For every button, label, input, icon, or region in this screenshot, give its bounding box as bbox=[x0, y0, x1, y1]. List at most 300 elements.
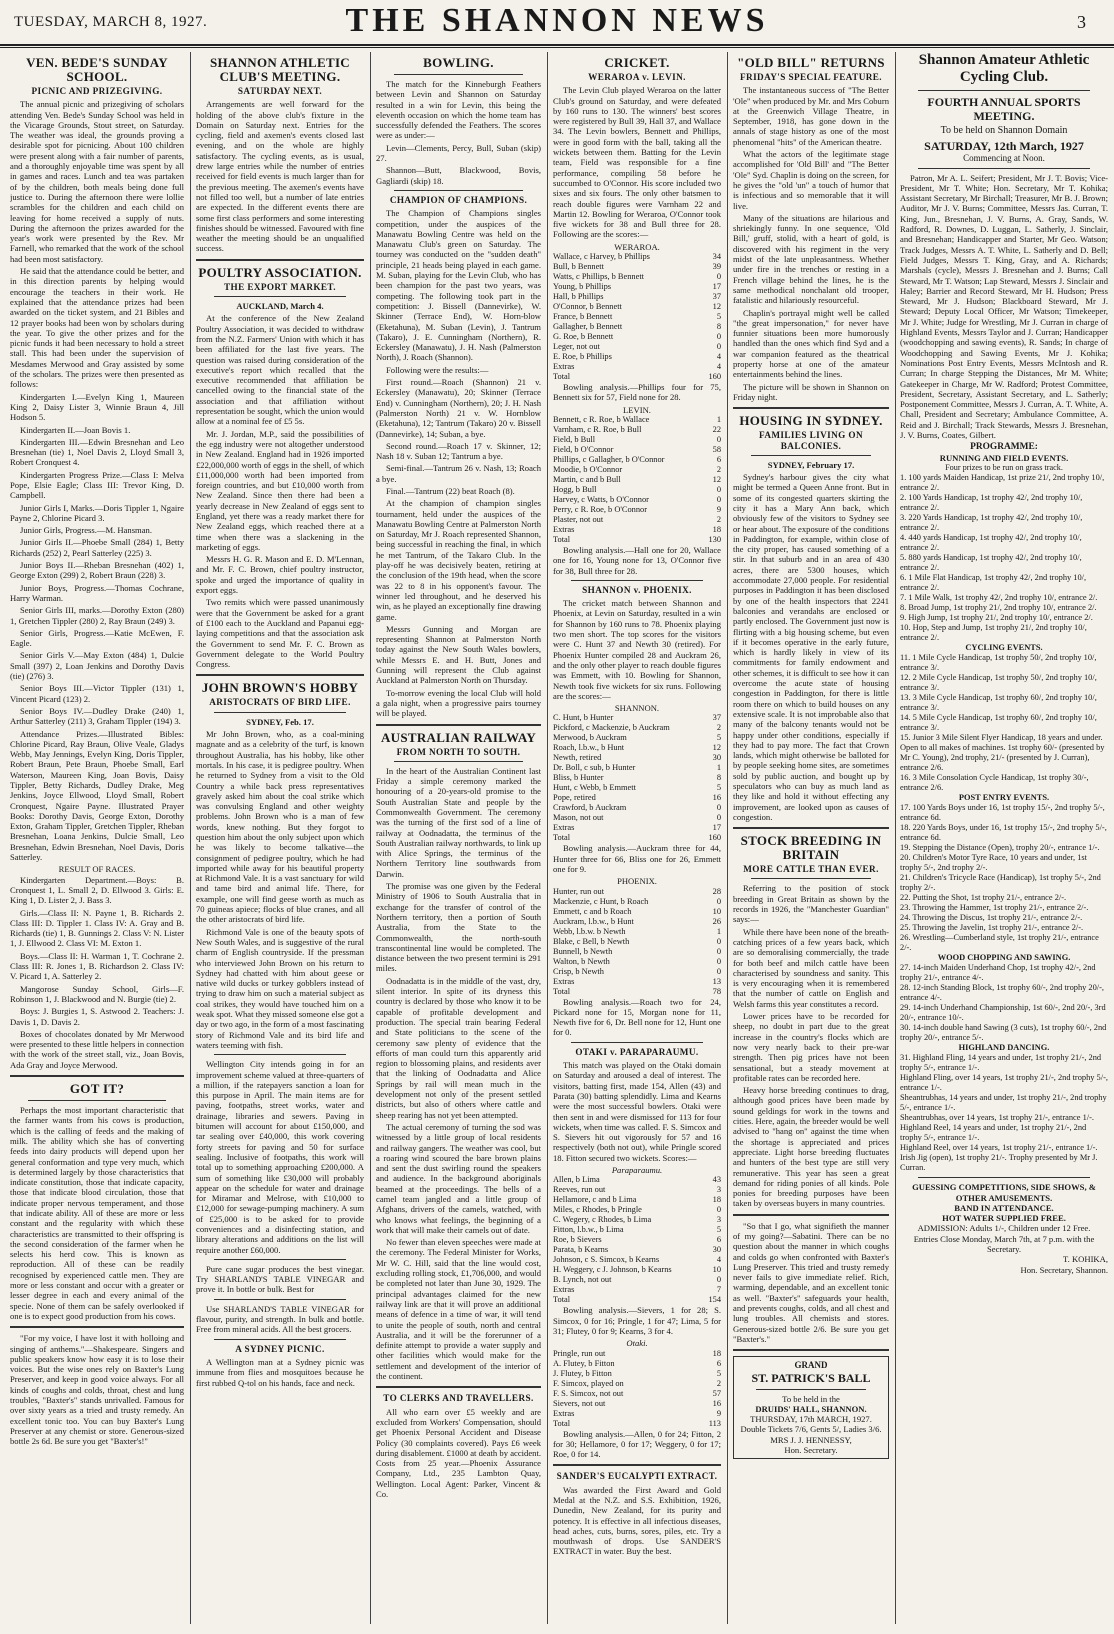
batsman-name: Mason, not out bbox=[553, 813, 604, 823]
article-headline: "OLD BILL" RETURNS bbox=[737, 55, 885, 70]
article-headline: AUSTRALIAN RAILWAY bbox=[380, 729, 537, 745]
divider bbox=[376, 724, 541, 726]
article-paragraph: Sydney's harbour gives the city what might be termed a Queen Anne front. But in some of its congested quarters skirting the city it has a Mary Ann back, which obviously few of the visitors to Sydney see or hear about. The exposure of the conditions in Paddington, for example, within close of the city proper, has caused something of a stir. In that suburb and in an area of 430 acres, there are 5300 houses, which accommodate 27,000 people. For residential purposes in Paddington it has been disclosed by one of the health inspectors that 2241 balconies and verandahs are enclosed or partly enclosed. The Government just now is flirting with a big housing scheme, but even if it becomes operative in the early future, which is hardly likely in view of its commitments for family endowment and other schemes, it is difficult to see how it can overcome the acute state of housing congestion in Paddington, for there is little room there on which to build houses on any extensive scale. It is not improbable also that many of the balcony tenants would not be happy under other conditions, especially if they had to pay more. The fact that Crown lands, which might otherwise be balloted for by people seeking home sites, are sometimes sold by public auction, and bought up by speculators who can buy as much land as they like and hold it without effecting any improvement, are looked upon as causes of congestion. bbox=[733, 472, 889, 822]
runs-scored: 57 bbox=[712, 1388, 721, 1398]
ad-date: SATURDAY, 12th March, 1927 bbox=[924, 139, 1084, 154]
article-headline: POULTRY ASSOCIATION. bbox=[198, 264, 362, 280]
batsman-name: Wallace, c Harvey, b Phillips bbox=[553, 252, 650, 262]
divider bbox=[10, 1075, 184, 1077]
article-paragraph: Semi-final.—Tantrum 26 v. Nash, 13; Roach a bye. bbox=[376, 463, 541, 484]
batsman-name: Phillips, c Gallagher, b O'Connor bbox=[553, 454, 665, 464]
article-paragraph: The promise was one given by the Federal Ministry of 1906 to South Australia that in exchange for the transfer of control of the Northern territory, then a portion of South Australia, from the State to the Commonwealth, the north-south transcontinental line would be completed. The distance between the two present termini is 291 miles. bbox=[376, 881, 541, 974]
column-rule bbox=[190, 52, 191, 1624]
runs-scored: 0 bbox=[716, 803, 721, 813]
score-row bbox=[553, 262, 721, 272]
batsman-name: Bunnell, b Newth bbox=[553, 946, 613, 956]
score-row bbox=[553, 957, 721, 967]
programme-event: 4. 440 yards Handicap, 1st trophy 42/, 2nd trophy 10/, entrance 2/. bbox=[900, 533, 1082, 553]
score-row bbox=[553, 342, 721, 352]
score-row bbox=[553, 833, 721, 843]
divider bbox=[751, 878, 871, 879]
score-row bbox=[553, 1265, 721, 1275]
divider bbox=[553, 1464, 721, 1466]
runs-scored: 0 bbox=[716, 434, 721, 444]
column-2 bbox=[196, 52, 364, 1624]
score-row bbox=[553, 823, 721, 833]
article-paragraph: To-morrow evening the local Club will hold a gala night, when a progressive pairs tourney will be played. bbox=[376, 687, 541, 719]
score-row bbox=[553, 475, 721, 485]
bowling-analysis: Bowling analysis.—Roach two for 24, Pickard none for 15, Morgan none for 11, Newth five for 6, Dr. Bell none for 12, Hunt one for 0. bbox=[553, 996, 721, 1038]
divider bbox=[733, 1349, 889, 1351]
article-subhead: ARISTOCRATS OF BIRD LIFE. bbox=[209, 697, 351, 708]
batsman-name: Moodie, b O'Connor bbox=[553, 464, 623, 474]
prize-list: Senior Boys IV.—Dudley Drake (240) 1, Arthur Satterley (211) 3, Graham Tippler (194) 3. bbox=[10, 705, 184, 727]
programme-event: 2. 100 Yards Handicap, 1st trophy 42/, 2nd trophy 10/, entrance 2/. bbox=[900, 493, 1083, 513]
prize-list: Junior Girls II.—Phoebe Small (284) 1, Betty Richards (252) 2, Pearl Satterley (225) 3. bbox=[10, 537, 184, 558]
batsman-name: Varnham, c R. Roe, b Bull bbox=[553, 424, 642, 434]
score-row bbox=[553, 415, 721, 425]
article-paragraph: Second round.—Roach 17 v. Skinner, 12; Nash 18 v. Suban 12; Tantrum a bye. bbox=[376, 440, 541, 462]
ad-line: BAND IN ATTENDANCE. bbox=[954, 1202, 1054, 1213]
race-result: Boys.—Class II: H. Warman 1, T. Cochrane 2. Class III: R. Jones 1, B. Richardson 2. Class IV: V. Picard 1, A. Satterley 2. bbox=[10, 950, 184, 982]
article-paragraph: The match for the Kinneburgh Feathers between Levin and Shannon on Saturday resulted in a win for Levin, this being the eleventh occasion on which the home team has successfully defended the Feathers. The scores were as under:— bbox=[376, 79, 541, 141]
column-3 bbox=[376, 52, 541, 1624]
score-row bbox=[553, 515, 721, 525]
article-subhead: A SYDNEY PICNIC. bbox=[235, 1343, 325, 1354]
scorecard-paraparaumu bbox=[553, 1175, 721, 1305]
batsman-name: Total bbox=[553, 534, 571, 544]
score-row bbox=[553, 1195, 721, 1205]
score-row bbox=[553, 1285, 721, 1295]
race-result: Boys: J. Burgies 1, S. Astwood 2. Teachers: J. Davis 1, D. Davis 2. bbox=[10, 1006, 184, 1027]
runs-scored: 5 bbox=[716, 1368, 721, 1378]
score-row bbox=[553, 887, 721, 897]
team-heading: LEVIN. bbox=[623, 404, 651, 415]
divider bbox=[571, 580, 703, 581]
programme-event: 26. Wrestling—Cumberland style, 1st trophy 21/-, entrance 2/-. bbox=[900, 933, 1099, 953]
batsman-name: E. Roe, b Phillips bbox=[553, 352, 612, 362]
ad-line: Entries Close Monday, March 7th, at 7 p.m. with the Secretary. bbox=[913, 1233, 1095, 1254]
article-paragraph: This match was played on the Otaki domain on Saturday and aroused a deal of interest. The visitors, batting first, made 154, Allen (43) and Parata (30) batting splendidly. Lima and Kearns were the most successful bowlers. Otaki were then sent in and were dismissed for 113 for four wickets, when time was called. F. S. Simcox and S. Sievers hit out vigorously for 57 and 16 respectively (both not out), while Pringle scored 18. Fitton secured two wickets. Scores:— bbox=[553, 1060, 721, 1163]
divider bbox=[918, 1177, 1090, 1178]
runs-scored: 2 bbox=[716, 514, 721, 524]
runs-scored: 0 bbox=[716, 342, 721, 352]
score-row bbox=[553, 1379, 721, 1389]
prize-list: Senior Girls III, marks.—Dorothy Exton (280) 1, Gretchen Tippler (280) 2, Ray Braun (249) 3. bbox=[10, 605, 184, 626]
programme-event: 18. 220 Yards Boys, under 16, 1st trophy 15/-, 2nd trophy 5/-, entrance 6d. bbox=[900, 823, 1107, 843]
programme-event: WOOD CHOPPING AND SAWING. bbox=[937, 953, 1071, 963]
ad-headline: Cycling Club. bbox=[959, 69, 1049, 85]
article-headline: CRICKET. bbox=[604, 55, 670, 70]
programme-event: Highland Reel, over 14 years, 1st trophy 21/-, entrance 1/-. bbox=[900, 1143, 1098, 1153]
programme-section: RUNNING AND FIELD EVENTS. bbox=[939, 452, 1069, 463]
programme-event: 14. 5 Mile Cycle Handicap, 1st trophy 60/, 2nd trophy 10/, entrance 3/. bbox=[900, 713, 1097, 733]
programme-event: 12. 2 Mile Cycle Handicap, 1st trophy 50/, 2nd trophy 10/, entrance 3/. bbox=[900, 673, 1097, 693]
score-row bbox=[553, 907, 721, 917]
programme-event: 23. Throwing the Hammer, 1st trophy 21/-, entrance 2/-. bbox=[900, 903, 1089, 913]
programme-event: 9. High Jump, 1st trophy 21/, 2nd trophy 10/, entrance 2/. bbox=[900, 613, 1093, 623]
score-row bbox=[553, 362, 721, 372]
article-paragraph: Final.—Tantrum (22) beat Roach (8). bbox=[386, 485, 515, 496]
article-paragraph: Two remits which were passed unanimously were that the Government be asked for a grant of £100 each to the Auckland and Papanui egg-laying competitions and that the association ask the Government to send Mr. F. C. Brown as Government delegate to the World Poultry Congress. bbox=[196, 597, 364, 670]
score-row bbox=[553, 1349, 721, 1359]
score-row bbox=[553, 783, 721, 793]
scorecard-phoenix bbox=[553, 887, 721, 997]
batsman-name: Hunter, run out bbox=[553, 886, 605, 896]
divider bbox=[394, 190, 523, 191]
divider bbox=[733, 827, 889, 829]
programme-event: 24. Throwing the Discus, 1st trophy 21/-, entrance 2/-. bbox=[900, 913, 1083, 923]
team-heading: Paraparaumu. bbox=[611, 1165, 663, 1176]
score-row bbox=[553, 753, 721, 763]
bowling-analysis: Bowling analysis.—Auckram three for 44, Hunter three for 66, Bliss one for 26, Emmett one for 9. bbox=[553, 843, 721, 874]
programme-event: HIGHLAND DANCING. bbox=[958, 1043, 1050, 1053]
article-paragraph: Perhaps the most important characteristic that the farmer wants from his cows is production, which is the calling of feeds and the making of milk. The ability which she has of converting feeds into dairy products will depend upon her general conformation and type very much, which is determined largely by those characteristics that indicate constitution, those that indicate capacity, those that indicate blood circulation, those that indicate proper nervous temperament, and those that indicate ability. All of these are more or less constant and the regularity with which these characteristics are transmitted to their offspring is the second consideration of the farmer when he selects his herd cow. This is known as reproduction. All of these can be readily recognised by experienced cattle men. They are more or less constant and occur with a greater or lesser degree in each and every animal of the specie. None of them can be safely overlooked if one is to expect good production from his cows. bbox=[10, 1105, 184, 1321]
ad-line: MRS J. J. HENNESSY, bbox=[770, 1434, 852, 1445]
batsman-name: Total bbox=[553, 1418, 571, 1428]
ad-line: DRUIDS' HALL, SHANNON. bbox=[755, 1403, 867, 1414]
programme-event: 7. 1 Mile Walk, 1st trophy 42/, 2nd trophy 10/, entrance 2/. bbox=[900, 593, 1098, 603]
runs-scored: 113 bbox=[708, 1418, 721, 1428]
article-paragraph: No fewer than eleven speeches were made at the ceremony. The Federal Minister for Works, Mr W. C. Hill, said that the line would cost, excluding rolling stock, £1,706,000, and would be completed not later than June 30, 1929. The principal advantages claimed for the new railway link are that it will prove an additional means of defence in a time of war, it will tend to unite the people of south, north and central Australia, and it will be the forerunner of a definite attempt to provide a water supply and other facilities which would make for the settlement and development of the interior of the continent. bbox=[376, 1237, 541, 1382]
batsman-name: Martin, c and b Bull bbox=[553, 474, 621, 484]
batsman-name: A. Flutey, b Fitton bbox=[553, 1358, 615, 1368]
programme-event: Highland Reel, 14 years and under, 1st trophy 21/-, 2nd trophy 5/-, entrance 1/-. bbox=[900, 1123, 1087, 1143]
section-subhead: RESULT OF RACES. bbox=[58, 864, 136, 875]
programme-event: 21. Children's Tricycle Race (Handicap), 1st trophy 5/-, 2nd trophy 2/-. bbox=[900, 873, 1101, 893]
batsman-name: Extras bbox=[553, 362, 575, 372]
runs-scored: 160 bbox=[708, 372, 721, 382]
programme-events bbox=[900, 473, 1108, 1173]
advertisement-text: All who earn over £5 weekly and are excluded from Workers' Compensation, should get Phoenix Personal Accident and Disease Policy (30 complaints covered). Pays £6 week during disablement. £1000 at death by accident. Costs from 25 year.—Phoenix Assurance Company, Ltd., 235 Lambton Quay, Wellington. Local Agent: Parker, Vincent & Co. bbox=[376, 1406, 541, 1499]
batsman-name: Johnson, c S. Simcox, b Kearns bbox=[553, 1255, 660, 1265]
article-paragraph: The actual ceremony of turning the sod was witnessed by a little group of local residents and railway gangers. The weather was cool, but a roaring wind scoured the bare brown plains and sent the dust swirling round the speakers and audience. In the background aboriginals beamed at the proceedings. The bells of a camel team jangled and a little group of Afghans, drivers of the camels, watched, with who knows what feelings, the beginning of a work that will make their camels out of date. bbox=[376, 1121, 541, 1235]
runs-scored: 0 bbox=[716, 813, 721, 823]
batsman-name: O'Connor, b Bennett bbox=[553, 302, 622, 312]
score-row bbox=[553, 733, 721, 743]
race-result: Girls.—Class II: N. Payne 1, B. Richards 2. Class III: D. Tippler 1. Class IV: A. Gray and B. Richards (tie) 1, B. Gunnings 2. Class V: N. Lister 1, J. Ellwood 2. Class VI: M. Exton 1. bbox=[10, 907, 184, 949]
batsman-name: Extras bbox=[553, 976, 575, 986]
ball-advertisement bbox=[733, 1356, 889, 1459]
batsman-name: Mackenzie, c Hunt, b Roach bbox=[553, 896, 649, 906]
team-heading: SHANNON. bbox=[614, 703, 660, 714]
score-row bbox=[553, 455, 721, 465]
scorecard-levin bbox=[553, 415, 721, 545]
article-paragraph: Shannon—Butt, Blackwood, Bovis, Gagliardi (skip) 18. bbox=[376, 165, 541, 186]
programme-event: 19. Stepping the Distance (Open), trophy 20/-, entrance 1/-. bbox=[900, 843, 1100, 853]
score-row bbox=[553, 773, 721, 783]
article-paragraph: At the champion of champion singles tournament, held under the auspices of the Manawatu Bowling Centre at Palmerston North on Saturday, Mr J. Roach represented Shannon, being successful in reaching the final, in which he met Tantrum, of the Takaro Club. In the play-off he was decisively beaten, retiring at the conclusion of the 19th head, when the score was 22 to 8 in his opponent's favour. The winner led throughout, and he deserved his win, as he played an exceptionally fine drawing game. bbox=[376, 498, 541, 622]
batsman-name: Bliss, b Hunter bbox=[553, 773, 604, 783]
score-row bbox=[553, 897, 721, 907]
prize-list: Senior Boys III.—Victor Tippler (131) 1, Vincent Picard (123) 2. bbox=[10, 683, 184, 704]
score-row bbox=[553, 713, 721, 723]
dateline: AUCKLAND, March 4. bbox=[236, 301, 324, 312]
article-paragraph: At the conference of the New Zealand Poultry Association, it was decided to withdraw from the N.Z. Farmers' Union with which it has been affiliated for the last five years. The question was raised during consideration of the executive's report which recalled that the executive recommended that affiliation be cancelled owing to the financial state of the association and that affiliation without representation be sought, which the union would allow at a nominal fee of £5 5s. bbox=[196, 313, 364, 427]
score-row bbox=[553, 505, 721, 515]
article-subhead: OTAKI v. PARAPARAUMU. bbox=[575, 1046, 699, 1057]
article-subhead: MORE CATTLE THAN EVER. bbox=[743, 864, 879, 875]
ad-line: Hon. Secretary. bbox=[784, 1445, 838, 1456]
batsman-name: Pope, retired bbox=[553, 793, 596, 803]
batsman-name: Hellamore, c and b Lima bbox=[553, 1195, 637, 1205]
runs-scored: 3 bbox=[716, 1185, 721, 1195]
runs-scored: 30 bbox=[712, 753, 721, 763]
runs-scored: 8 bbox=[716, 773, 721, 783]
divider bbox=[918, 168, 1090, 169]
article-subhead: FRIDAY'S SPECIAL FEATURE. bbox=[740, 72, 882, 82]
ad-signature: T. KOHIKA, bbox=[1063, 1254, 1108, 1265]
article-paragraph: The annual picnic and prizegiving of scholars attending Ven. Bede's Sunday School was held in the Vicarage Grounds, Stout street, on Saturday. The weather was ideal, the grounds proving a desirable spot for picnicing. About 100 children were present along with a fair number of parents, and a thoroughly enjoyable time was spent by all in games and races. Lunch and tea was partaken of by the children, both meals being done full justice to. During the afternoon there were lollie scrambles for the children and each child on leaving for home received a supply of nuts. During the afternoon the prizes awarded for the year's work were presented by the Rev. Mr Farnell, who remarked that the work of the school had been most satisfactory. bbox=[10, 99, 184, 264]
advertisement-text: A Wellington man at a Sydney picnic was immune from flies and mosquitoes because he first rubbed Q-tol on his hands, face and neck. bbox=[196, 1356, 364, 1388]
runs-scored: 130 bbox=[708, 534, 721, 544]
batsman-name: Leger, not out bbox=[553, 342, 600, 352]
team-heading: WERAROA. bbox=[614, 241, 660, 252]
runs-scored: 0 bbox=[716, 896, 721, 906]
batsman-name: Roe, b Sievers bbox=[553, 1235, 602, 1245]
divider bbox=[756, 1389, 866, 1390]
runs-scored: 10 bbox=[712, 906, 721, 916]
runs-scored: 0 bbox=[716, 1275, 721, 1285]
column-rule bbox=[895, 52, 896, 1624]
runs-scored: 0 bbox=[716, 1205, 721, 1215]
score-row bbox=[553, 302, 721, 312]
score-row bbox=[553, 1215, 721, 1225]
runs-scored: 16 bbox=[712, 1398, 721, 1408]
programme-note: Four prizes to be run on grass track. bbox=[945, 462, 1063, 472]
article-paragraph: Following were the results:— bbox=[386, 364, 489, 375]
score-row bbox=[553, 927, 721, 937]
score-row bbox=[553, 332, 721, 342]
article-paragraph: First round.—Roach (Shannon) 21 v. Eckersley (Manawatu), 20; Skinner (Terrace End) v. Cunningham (Northern), 20; J. H. Nash (Palmerston North) 21 v. W. Hornblow (Eketahuna), 12; Tantrum (Takaro) 20 v. Bissell (Dannevirke), 14; Suban, a bye. bbox=[376, 377, 541, 439]
runs-scored: 6 bbox=[716, 454, 721, 464]
prize-list: Junior Boys, Progress.—Thomas Cochrane, Harry Warman. bbox=[10, 582, 184, 603]
runs-scored: 8 bbox=[716, 322, 721, 332]
runs-scored: 17 bbox=[712, 282, 721, 292]
score-row bbox=[553, 793, 721, 803]
score-row bbox=[553, 1185, 721, 1195]
article-subhead: SATURDAY NEXT. bbox=[237, 86, 323, 96]
runs-scored: 0 bbox=[716, 332, 721, 342]
ad-line: HOT WATER SUPPLIED FREE. bbox=[942, 1213, 1066, 1224]
dateline: SYDNEY, Feb. 17. bbox=[246, 716, 314, 727]
runs-scored: 0 bbox=[716, 966, 721, 976]
article-headline: SHANNON ATHLETIC CLUB'S MEETING. bbox=[209, 55, 350, 84]
score-row bbox=[553, 1275, 721, 1285]
score-row bbox=[553, 1369, 721, 1379]
score-row bbox=[553, 743, 721, 753]
masthead-rule bbox=[0, 47, 1114, 48]
article-paragraph: The picture will be shown in Shannon on Friday night. bbox=[733, 381, 889, 402]
score-row bbox=[553, 917, 721, 927]
article-subhead: PICNIC AND PRIZEGIVING. bbox=[31, 86, 163, 96]
batsman-name: Extras bbox=[553, 524, 575, 534]
score-row bbox=[553, 977, 721, 987]
batsman-name: Newth, retired bbox=[553, 753, 602, 763]
article-paragraph: While there have been none of the breath-catching prices of a few years back, which are so demoralising commercially, the trade for both beef and milch cattle have been characterised by soundness and sanity. This is very encouraging when it is remembered that the number of cattle on English and Welsh farms this year constitutes a record. bbox=[733, 926, 889, 1009]
runs-scored: 39 bbox=[712, 262, 721, 272]
programme-event: 29. 14-inch Underhand Championship, 1st 60/-, 2nd 20/-, 3rd 20/-, entrance 10/-. bbox=[900, 1003, 1106, 1023]
batsman-name: Field, b Bull bbox=[553, 434, 596, 444]
programme-event: 28. 12-inch Standing Block, 1st trophy 60/-, 2nd trophy 20/-, entrance 4/-. bbox=[900, 983, 1105, 1003]
runs-scored: 30 bbox=[712, 1245, 721, 1255]
article-paragraph: What the actors of the legitimate stage accomplished for 'Old Bill' and "The Better 'Ole" Syd. Chaplin is doing on the screen, for he gives the "old 'un" a touch of humor that is infectious and so memorable that it will live. bbox=[733, 149, 889, 211]
article-paragraph: Heavy horse breeding continues to drag, although good prices have been made by sound geldings for work in the towns and cities. Here, again, the breeder would be well advised to "hang on" against the time when the shortage is appreciated and prices appreciate. Light horse breeding fluctuates and hunters of the best type are still very remunerative. This year has seen a great demand for riding ponies of all kinds. Pole ponies for breeding purposes have been taken by overseas buyers in many countries. bbox=[733, 1085, 889, 1209]
divider bbox=[214, 1299, 346, 1300]
divider bbox=[196, 674, 364, 676]
batsman-name: Crawford, b Auckram bbox=[553, 803, 627, 813]
article-paragraph: Mr John Brown, who, as a coal-mining magnate and as a celebrity of the turf, is known throughout Australia, has his hobby, like other mortals. In his case, it is pedigree poultry. When he returned to Sydney from a visit to the Old Country a while back press representatives gravely asked him about the coal strike which was convulsing England and other weighty problems. John Brown who is a man of few words, knew nothing. But they forgot to question him about the only subject upon which he was likely to become talkative—the consignment of pedigree poultry, which he had imported while away for his beautiful property at Richmond Vale. It is a vast sanctuary for wild and tame bird and animal life. There, for example, one will find geese worth as much as 70 guineas apiece; flocks of blue cranes, and all the other aristocrats of bird life. bbox=[196, 729, 364, 925]
scorecard-shannon bbox=[553, 713, 721, 843]
article-headline: JOHN BROWN'S HOBBY bbox=[201, 680, 359, 696]
score-row bbox=[553, 465, 721, 475]
score-row bbox=[553, 252, 721, 262]
batsman-name: Field, b O'Connor bbox=[553, 444, 614, 454]
score-row bbox=[553, 803, 721, 813]
runs-scored: 22 bbox=[712, 424, 721, 434]
prize-list: Kindergarten II.—Joan Bovis 1. bbox=[20, 424, 131, 435]
runs-scored: 5 bbox=[716, 1225, 721, 1235]
advertisement-text: Pure cane sugar produces the best vinegar. Try SHARLAND'S TABLE VINEGAR and prove it. In bottle or bulk. Best for bbox=[196, 1263, 364, 1295]
programme-event: Sheantrubhas, 14 years and under, 1st trophy 21/-, 2nd trophy 5/-, entrance 1/-. bbox=[900, 1093, 1107, 1113]
programme-event: Irish Jig (open), 1st trophy 21/-. Trophy presented by Mr J. Curran. bbox=[900, 1153, 1098, 1173]
programme-event: CYCLING EVENTS. bbox=[965, 643, 1043, 653]
programme-event: Sheantrubhas, over 14 years, 1st trophy 21/-, entrance 1/-. bbox=[900, 1113, 1094, 1123]
runs-scored: 12 bbox=[712, 302, 721, 312]
batsman-name: C. Wegery, c Rhodes, b Lima bbox=[553, 1215, 652, 1225]
runs-scored: 16 bbox=[712, 793, 721, 803]
article-subhead: TO CLERKS AND TRAVELLERS. bbox=[383, 1393, 534, 1404]
runs-scored: 0 bbox=[716, 272, 721, 282]
score-row bbox=[553, 1205, 721, 1215]
runs-scored: 4 bbox=[716, 352, 721, 362]
batsman-name: Hogg, b Bull bbox=[553, 484, 597, 494]
score-row bbox=[553, 1235, 721, 1245]
article-paragraph: Chaplin's portrayal might well be called "the great impersonation," for never have funnier situations been more humorously handled than the ones which find Syd and a war companion featured as the theatrical property horse at one of the amateur entertainments behind the lines. bbox=[733, 307, 889, 380]
score-row bbox=[553, 813, 721, 823]
prize-list: Junior Girls I, Marks.—Doris Tippler 1, Ngaire Payne 2, Chlorine Picard 3. bbox=[10, 502, 184, 523]
newspaper-title: THE SHANNON NEWS bbox=[345, 2, 769, 39]
score-row bbox=[553, 723, 721, 733]
batsman-name: B. Lynch, not out bbox=[553, 1275, 612, 1285]
prize-list: Kindergarten III.—Edwin Bresnehan and Leo Bresnehan (tie) 1, Noel Davis 2, Lloyd Small 3, Robert Cronquest 4. bbox=[10, 436, 184, 468]
score-row bbox=[553, 495, 721, 505]
score-row bbox=[553, 987, 721, 997]
score-row bbox=[553, 967, 721, 977]
runs-scored: 12 bbox=[712, 474, 721, 484]
batsman-name: Roach, l.b.w., b Hunt bbox=[553, 743, 625, 753]
programme-event: 5. 880 yards Handicap, 1st trophy 42/, 2nd trophy 10/, entrance 2/. bbox=[900, 553, 1082, 573]
article-paragraph: Messrs H. G. R. Mason and E. D. M'Lennan, and Mr. F. C. Brown, chief poultry instructor, spoke and urged the importance of quality in export eggs. bbox=[196, 554, 364, 596]
article-paragraph: The Champion of Champions singles competition, under the auspices of the Manawatu Bowling Centre was held on the Manawatu Club's green on Saturday. The tourney was conducted on the "sudden death" principle, 21 heads being played in each game. M. Suban, playing for the Levin Club, who has been champion for the past two years, was competing. The following took part in the competition: J. Bissell (Dannevirke), W. Skinner (Terrace End), W. Horn-blow (Eketahuna), M. Suban (Levin), J. Tantrum (Takaro), J. E. Cunningham (Northern), R. Eckersley (Manawatu), J. H. Nash (Palmerston North), J. Roach (Shannon). bbox=[376, 208, 541, 363]
article-paragraph: The Levin Club played Weraroa on the latter Club's ground on Saturday, and were defeated by 160 runs to 130. The winners' best scores were registered by Bull 39, Hall 37, and Wallace 34. The Levin bowlers, Bennett and Phillips, were in good form with the ball, taking all the wickets between them. Batting for the Levin team, Field was responsible for a fine performance, compiling 58 before he succumbed to O'Connor. His score included two sixes and six fours. The only other batsmen to reach double figures were Varnham 22 and Martin 12. Bowling for Weraroa, O'Connor took five wickets for 38 and Bull three for 28. Following are the scores:— bbox=[553, 85, 721, 240]
score-row bbox=[553, 1255, 721, 1265]
runs-scored: 6 bbox=[716, 1358, 721, 1368]
batsman-name: Merwood, b Auckram bbox=[553, 733, 627, 743]
bowling-analysis: Bowling analysis.—Phillips four for 75, Bennett six for 57, Field none for 28. bbox=[553, 382, 721, 403]
score-row bbox=[553, 1225, 721, 1235]
ad-line: THURSDAY, 17th MARCH, 1927. bbox=[750, 1414, 872, 1425]
article-headline: STOCK BREEDING IN BRITAIN bbox=[740, 833, 882, 863]
programme-event: 11. 1 Mile Cycle Handicap, 1st trophy 50/, 2nd trophy 10/, entrance 3/. bbox=[900, 653, 1097, 673]
bowling-analysis: Bowling analysis.—Hall one for 20, Wallace one for 16, Young none for 13, O'Connor five for 38, Bull three for 28. bbox=[553, 544, 721, 576]
article-paragraph: Arrangements are well forward for the holding of the above club's fixture in the Domain on Saturday next. Entries for the cycling, field and axemen's events closed last evening, and on the whole are highly satisfactory. The cycling events, as is usual, drew large entries while the number of entries received for field events is much larger than for the previous meeting. The axemen's events have not filled too well, but a number of late entries are expected. In the different events there are some first class performers and some interesting finishes should be witnessed. Favoured with fine weather the meeting should be an unqualified success. bbox=[196, 99, 364, 254]
runs-scored: 5 bbox=[716, 783, 721, 793]
batsman-name: G. Roe, b Bennett bbox=[553, 332, 614, 342]
batsman-name: Blake, c Bell, b Newth bbox=[553, 936, 630, 946]
score-row bbox=[553, 937, 721, 947]
article-subhead: SHANNON v. PHOENIX. bbox=[582, 584, 692, 595]
batsman-name: F. S. Simcox, not out bbox=[553, 1388, 624, 1398]
article-headline: BOWLING. bbox=[423, 55, 494, 70]
runs-scored: 2 bbox=[716, 723, 721, 733]
score-row bbox=[553, 425, 721, 435]
runs-scored: 17 bbox=[712, 823, 721, 833]
ad-line: GUESSING COMPETITIONS, SIDE SHOWS, & OTHER AMUSEMENTS. bbox=[912, 1182, 1096, 1203]
score-row bbox=[553, 1295, 721, 1305]
article-subhead: FAMILIES LIVING ON BALCONIES. bbox=[758, 430, 864, 451]
programme-event: 13. 3 Mile Cycle Handicap, 1st trophy 60/, 2nd trophy 10/, entrance 3/. bbox=[900, 693, 1097, 713]
runs-scored: 5 bbox=[716, 312, 721, 322]
programme-event: 10. Hop, Step and Jump, 1st trophy 21/, 2nd trophy 10/, entrance 2/. bbox=[900, 623, 1087, 643]
score-row bbox=[553, 272, 721, 282]
runs-scored: 10 bbox=[712, 1265, 721, 1275]
programme-event: 15. Junior 3 Mile Silent Flyer Handicap, 18 years and under. Open to all makes of machines. 1st trophy 60/- (presented by Mr C. Young), 2nd trophy, 21/- (presented by J. Curran), entrance 2/6. bbox=[900, 733, 1105, 773]
runs-scored: 0 bbox=[716, 956, 721, 966]
article-paragraph: Boxes of chocolates donated by Mr Merwood were presented to these little helpers in connection with the work of the street stall, viz., Joan Bovis, Ada Gray and Joyce Merwood. bbox=[10, 1028, 184, 1070]
batsman-name: Gallagher, b Bennett bbox=[553, 322, 623, 332]
runs-scored: 154 bbox=[708, 1295, 721, 1305]
divider bbox=[733, 1214, 889, 1216]
column-rule bbox=[547, 52, 548, 1624]
batsman-name: Extras bbox=[553, 823, 575, 833]
score-row bbox=[553, 525, 721, 535]
batsman-name: Pickford, c Mackenzie, b Auckram bbox=[553, 723, 670, 733]
runs-scored: 43 bbox=[712, 1175, 721, 1185]
score-row bbox=[553, 1245, 721, 1255]
programme-event: 3. 220 Yards Handicap, 1st trophy 42/, 2nd trophy 10/, entrance 2/. bbox=[900, 513, 1083, 533]
team-heading: Otaki. bbox=[626, 1338, 648, 1349]
programme-event: 6. 1 Mile Flat Handicap, 1st trophy 42/, 2nd trophy 10/, entrance 2/. bbox=[900, 573, 1087, 593]
divider bbox=[394, 74, 523, 75]
score-row bbox=[553, 352, 721, 362]
divider bbox=[214, 1054, 346, 1055]
scorecard-weraroa bbox=[553, 252, 721, 382]
divider bbox=[10, 1326, 184, 1328]
batsman-name: Plaster, not out bbox=[553, 514, 604, 524]
batsman-name: Total bbox=[553, 1295, 571, 1305]
runs-scored: 0 bbox=[716, 936, 721, 946]
runs-scored: 0 bbox=[716, 494, 721, 504]
article-paragraph: The cricket match between Shannon and Phoenix, at Levin on Saturday, resulted in a win for Shannon by 160 runs to 78. Phoenix playing two men short. The top scores for the visitors were C. Hunt 37 and Newth 30 (retired). For Phoenix Hunter compiled 28 and Auckram 26, and the only other player to reach double figures was Emmett, with 10. Bowling for Shannon, Newth took five wickets for six runs. Following are the scores:— bbox=[553, 598, 721, 701]
batsman-name: Parata, b Kearns bbox=[553, 1245, 609, 1255]
advertisement-text: Was awarded the First Award and Gold Medal at the N.Z. and S.S. Exhibition, 1926, Dunedin, New Zealand, for its purity and potency. It is effective in all infectious diseases, head aches, cuts, burns, sores, piles, etc. Try a mouthwash of drops. Use SANDER'S EXTRACT in water. Buy the best. bbox=[553, 1484, 721, 1557]
officials-list: Patron, Mr A. L. Seifert; President, Mr J. T. Bovis; Vice-President, Mr T. White; Hon. Secretary, Mr T. Kohika; Assistant Secretary, Mr Birchall; Treasurer, Mr B. J. Brown; Auditor, Mr J. V. Burns; Committee, Messrs Jas. Curran, T. King, Jun., Bresnehan, J. V. Burns, A. Gray, Sands, W. Radford, R. Downes, D. Luggan, L. Satherly, J. Sinclair, and Bresnehan; Handicapper and Starter, Mr Geo. Watson; Track Judges, Messrs A. T. White, L. Satherly and D. Bell; Field Judges, Messrs T. King, Gray, and A. Richards; Marshals (cycle), Messrs J. Bresnehan and J. Burns; Call Steward, Mr T. Watson; Lap Steward, Messrs J. Sinclair and Haley; Barrier and Record Steward, Mr H. Hudson; Press Steward, Mr J. Hudson; Blackboard Steward, Mr J. Steward; Deputy Local Officer, Mr Watson; Timekeeper, Mr J. White; Judge for Wrestling, Mr J. Curran in charge of Highland Events, Messrs Taylor and J. Curran; Handicapper (woodchopping and sawing events), R. Sands; In charge of Woodchopping and Sawing Events, Mr J. Kohika; Nominations Post Entry Events, Messrs McIntosh and R. Curran; In charge Stepping the Distances, Mr M. White; Gatekeeper in Charge, Mr W. Radford; Protest Committee, President, Secretary, Assistant Secretary, and L. Satherly; Postponement Committee, Messrs J. Curran, A. T. White, A. Chall, President and Secretary; Ambulance Committee, A. Reid and J. Birchall; Track Stewards, Messrs J. Bresnehan, J. V. Burns, Coates, Gilbert. bbox=[900, 172, 1108, 441]
prize-list: Attendance Prizes.—Illustrated Bibles: Chlorine Picard, Ray Braun, Olive Veale, Gladys Webb, May Jennings, Evelyn King, Doris Tippler, Robert Braun, Pete Braun, Phoebe Small, Earl Waterson, Maureen King, Joan Bovis, Daisy Tippler, Betty Richards, Dudley Drake, Meg Jenkins, Joyce Ellwood, Lloyd Small, Robert Cronquest, Ngaire Payne. Illustrated Prayer Books: Dorothy Davis, George Exton, Dorothy Exton, Graham Tippler, Gretchen Tippler, Rheban Bresnehan, Loana Jenkins, Dulcie Small, Leo Bresnehan, Edwin Bresnehan, Noel Davis, Doris Satterley. bbox=[10, 728, 184, 863]
score-row bbox=[553, 445, 721, 455]
batsman-name: Webb, l.b.w. b Newth bbox=[553, 926, 626, 936]
runs-scored: 1 bbox=[716, 926, 721, 936]
programme-event: 30. 14-inch double hand Sawing (3 cuts), 1st trophy 60/-, 2nd trophy 20/-, entrance 5/-. bbox=[900, 1023, 1107, 1043]
score-row bbox=[553, 312, 721, 322]
batsman-name: H. Weggery, c J. Johnson, b Kearns bbox=[553, 1265, 672, 1275]
ad-line: Double Tickets 7/6, Gents 5/, Ladies 3/6. bbox=[740, 1424, 882, 1435]
batsman-name: F. Simcox, played on bbox=[553, 1378, 624, 1388]
score-row bbox=[553, 947, 721, 957]
ad-line: To be held in the bbox=[782, 1393, 840, 1404]
article-subhead: CHAMPION OF CHAMPIONS. bbox=[389, 194, 528, 205]
runs-scored: 18 bbox=[712, 1195, 721, 1205]
